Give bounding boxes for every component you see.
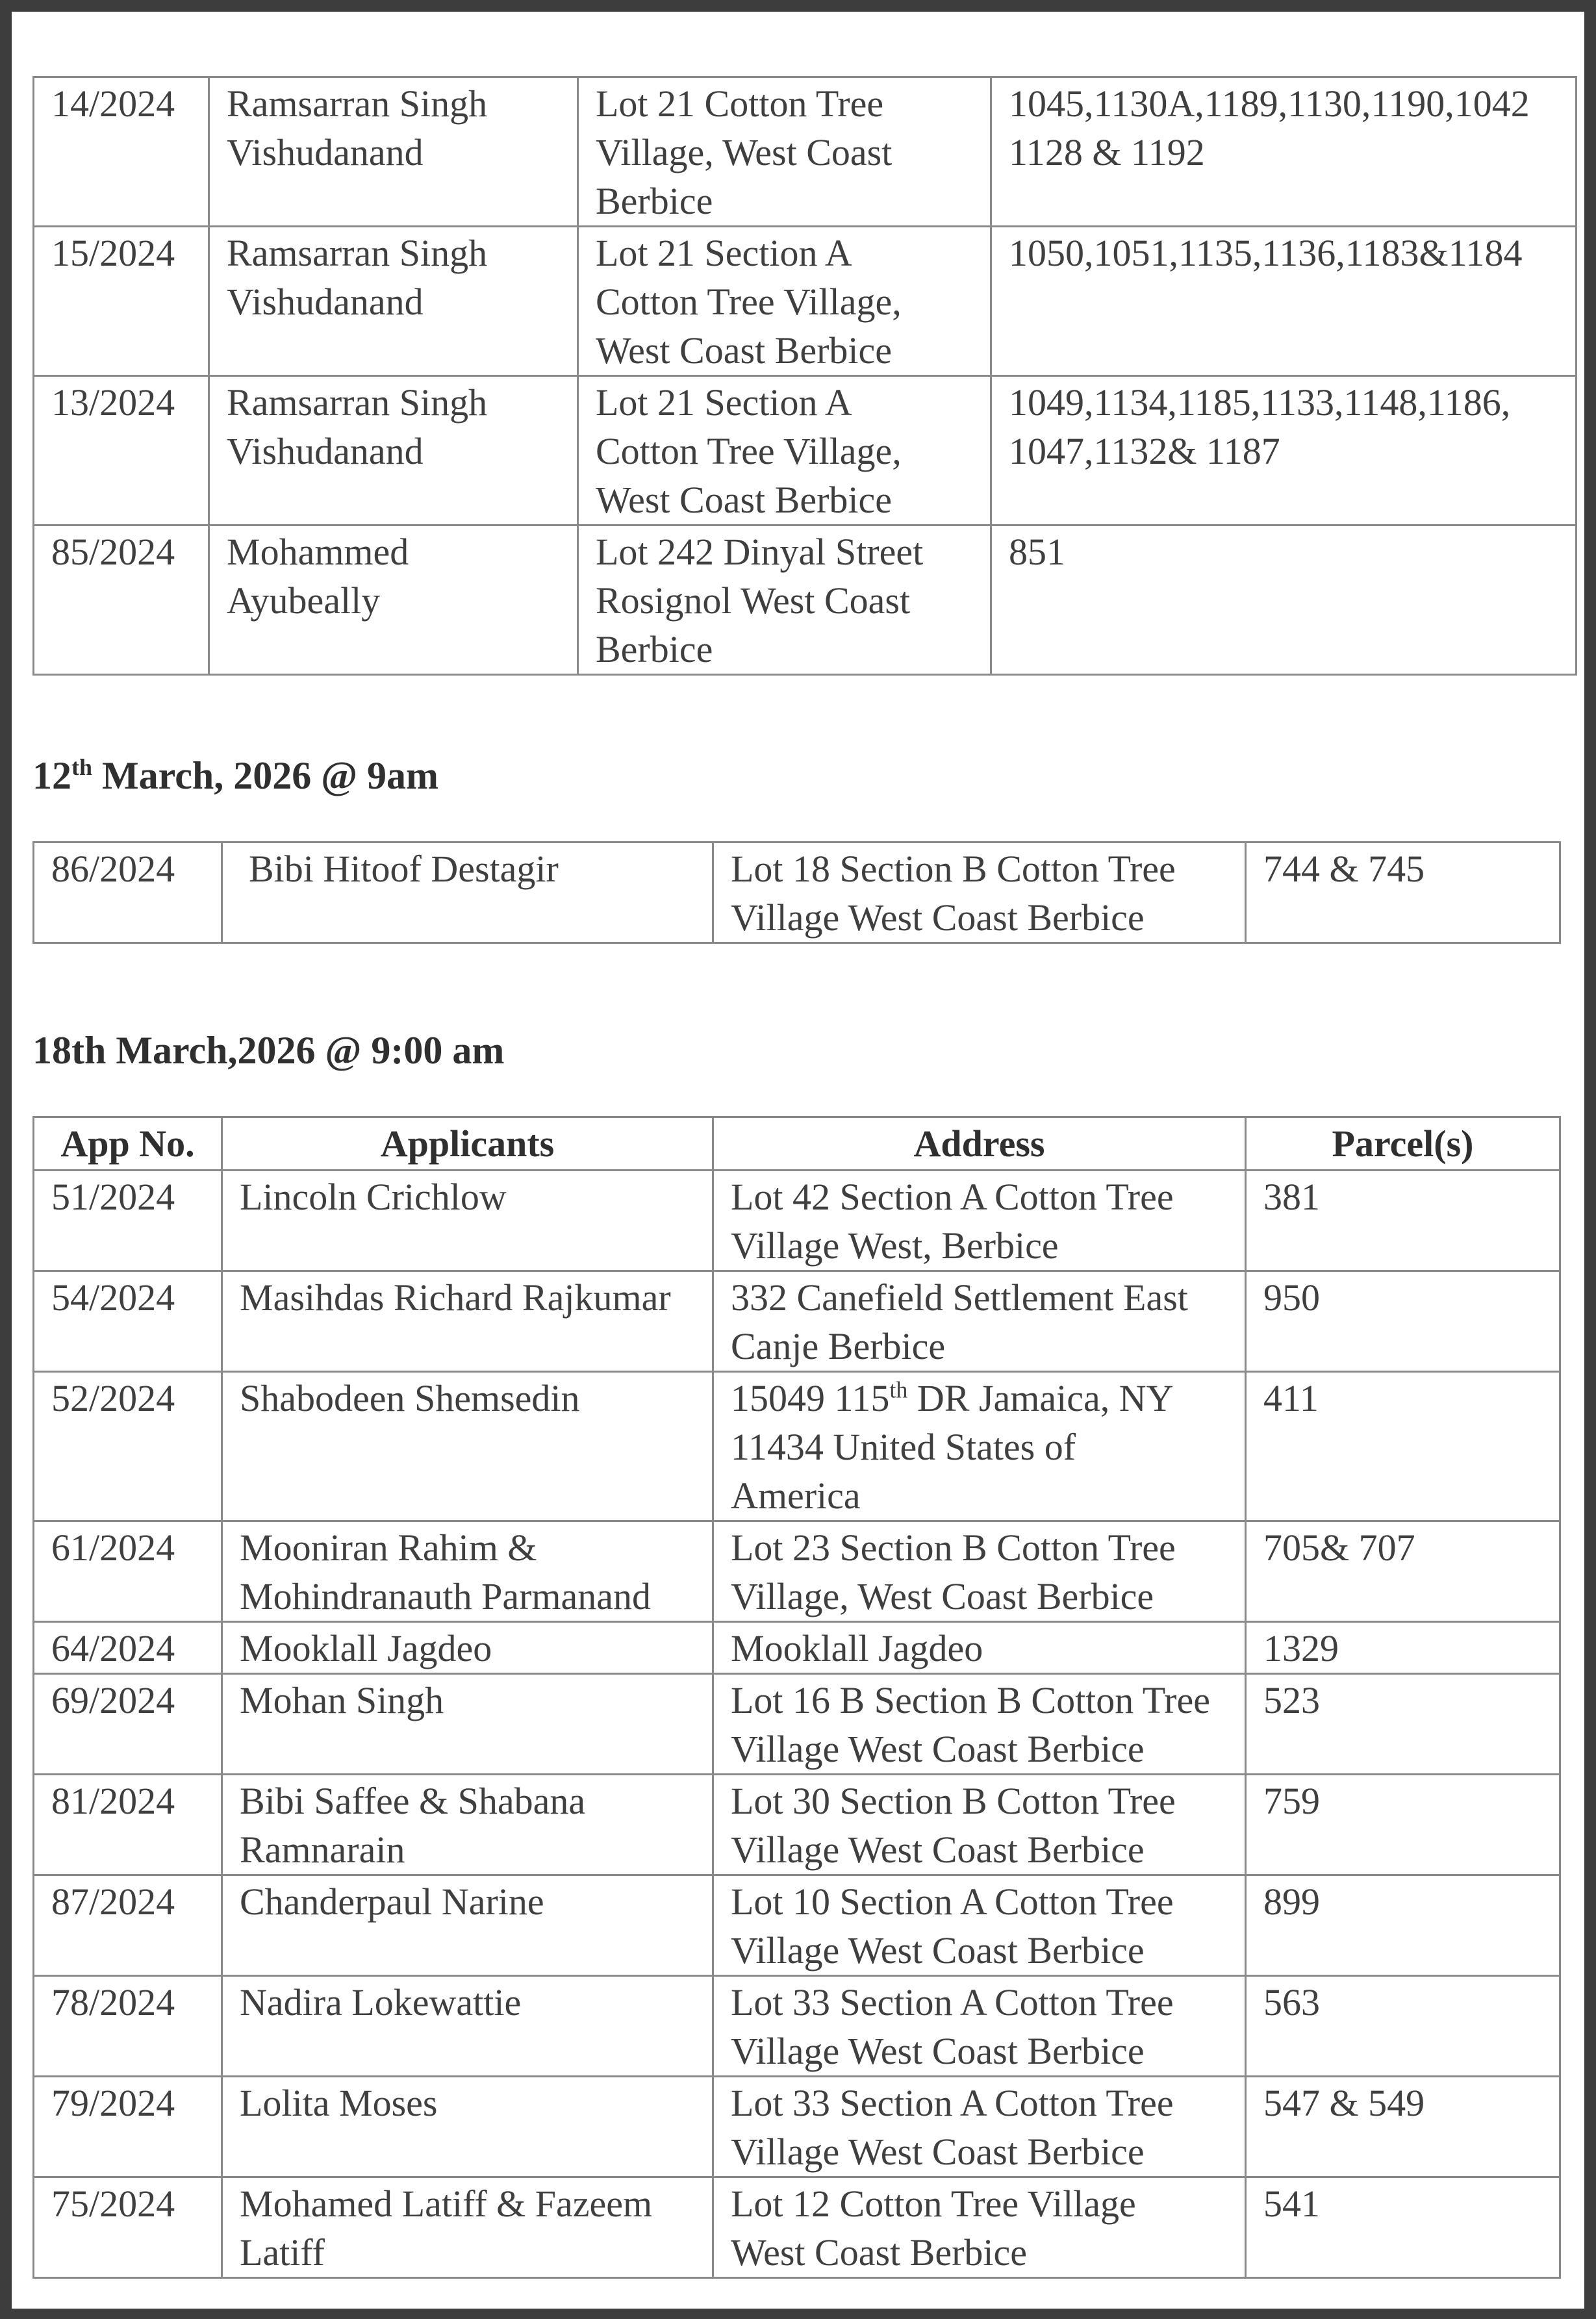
parcels-cell: 563 [1246, 1976, 1560, 2077]
app-number: 14/2024 [34, 77, 209, 227]
hearing-table-continued [32, 76, 1577, 676]
parcels-cell: 523 [1246, 1674, 1560, 1775]
address-cell: Lot 23 Section B Cotton Tree Village, West Coast Berbice [713, 1521, 1246, 1622]
app-number: 79/2024 [34, 2077, 222, 2177]
app-number: 54/2024 [34, 1271, 222, 1372]
parcels-cell: 705& 707 [1246, 1521, 1560, 1622]
app-number: 69/2024 [34, 1674, 222, 1775]
address-cell: Lot 33 Section A Cotton Tree Village West Coast Berbice [713, 1976, 1246, 2077]
parcels-cell: 1045,1130A,1189,1130,1190,1042 1128 & 1192 [991, 77, 1577, 227]
applicants-cell: Shabodeen Shemsedin [222, 1372, 713, 1521]
app-number: 86/2024 [34, 843, 222, 943]
column-header-address: Address [713, 1117, 1246, 1171]
hearing-date-heading: 12th March, 2026 @ 9am [32, 754, 438, 797]
table-row [34, 1521, 1560, 1622]
hearing-date-heading: 18th March,2026 @ 9:00 am [32, 1029, 505, 1072]
address-cell: Lot 10 Section A Cotton Tree Village West Coast Berbice [713, 1875, 1246, 1976]
column-header-parcels: Parcel(s) [1246, 1117, 1560, 1171]
applicants-cell: Ramsarran Singh Vishudanand [209, 227, 578, 376]
table-header-row [34, 1117, 1560, 1171]
address-cell: Lot 242 Dinyal Street Rosignol West Coast Berbice [578, 526, 991, 675]
table-row [34, 1875, 1560, 1976]
applicants-cell: Mohan Singh [222, 1674, 713, 1775]
parcels-cell: 547 & 549 [1246, 2077, 1560, 2177]
applicants-cell: Bibi Saffee & Shabana Ramnarain [222, 1775, 713, 1875]
address-cell: Lot 16 B Section B Cotton Tree Village West Coast Berbice [713, 1674, 1246, 1775]
app-number: 81/2024 [34, 1775, 222, 1875]
applicants-cell: Mooklall Jagdeo [222, 1622, 713, 1674]
address-cell: 15049 115th DR Jamaica, NY 11434 United States of America [713, 1372, 1246, 1521]
table-row [34, 77, 1577, 227]
app-number: 85/2024 [34, 526, 209, 675]
address-cell: Lot 21 Section A Cotton Tree Village, West Coast Berbice [578, 376, 991, 526]
table-row [34, 227, 1577, 376]
parcels-cell: 1329 [1246, 1622, 1560, 1674]
column-header-applicants: Applicants [222, 1117, 713, 1171]
hearing-table-march-12 [32, 841, 1561, 944]
app-number: 13/2024 [34, 376, 209, 526]
table-row [34, 1271, 1560, 1372]
parcels-cell: 1050,1051,1135,1136,1183&1184 [991, 227, 1577, 376]
applicants-cell: Mohamed Latiff & Fazeem Latiff [222, 2177, 713, 2278]
app-number: 75/2024 [34, 2177, 222, 2278]
address-cell: Lot 21 Cotton Tree Village, West Coast Berbice [578, 77, 991, 227]
address-cell: Lot 12 Cotton Tree Village West Coast Berbice [713, 2177, 1246, 2278]
table-row [34, 376, 1577, 526]
parcels-cell: 744 & 745 [1246, 843, 1560, 943]
hearing-table-march-18 [32, 1116, 1561, 2279]
parcels-cell: 411 [1246, 1372, 1560, 1521]
applicants-cell: Mohammed Ayubeally [209, 526, 578, 675]
table-row [34, 1171, 1560, 1271]
table-row [34, 2077, 1560, 2177]
app-number: 15/2024 [34, 227, 209, 376]
parcels-cell: 950 [1246, 1271, 1560, 1372]
applicants-cell: Ramsarran Singh Vishudanand [209, 376, 578, 526]
app-number: 64/2024 [34, 1622, 222, 1674]
table-row [34, 843, 1560, 943]
address-cell: 332 Canefield Settlement East Canje Berbice [713, 1271, 1246, 1372]
address-cell: Mooklall Jagdeo [713, 1622, 1246, 1674]
address-cell: Lot 18 Section B Cotton Tree Village West Coast Berbice [713, 843, 1246, 943]
app-number: 87/2024 [34, 1875, 222, 1976]
parcels-cell: 851 [991, 526, 1577, 675]
table-row [34, 1976, 1560, 2077]
app-number: 52/2024 [34, 1372, 222, 1521]
applicants-cell: Lincoln Crichlow [222, 1171, 713, 1271]
applicants-cell: Masihdas Richard Rajkumar [222, 1271, 713, 1372]
table-row [34, 1674, 1560, 1775]
applicants-cell: Nadira Lokewattie [222, 1976, 713, 2077]
table-row [34, 2177, 1560, 2278]
app-number: 78/2024 [34, 1976, 222, 2077]
app-number: 51/2024 [34, 1171, 222, 1271]
applicants-cell: Ramsarran Singh Vishudanand [209, 77, 578, 227]
parcels-cell: 541 [1246, 2177, 1560, 2278]
app-number: 61/2024 [34, 1521, 222, 1622]
parcels-cell: 899 [1246, 1875, 1560, 1976]
address-cell: Lot 33 Section A Cotton Tree Village West Coast Berbice [713, 2077, 1246, 2177]
applicants-cell: Bibi Hitoof Destagir [222, 843, 713, 943]
parcels-cell: 1049,1134,1185,1133,1148,1186, 1047,1132& 1187 [991, 376, 1577, 526]
column-header-app-no: App No. [34, 1117, 222, 1171]
address-cell: Lot 30 Section B Cotton Tree Village West Coast Berbice [713, 1775, 1246, 1875]
address-cell: Lot 42 Section A Cotton Tree Village West, Berbice [713, 1171, 1246, 1271]
table-row [34, 526, 1577, 675]
applicants-cell: Chanderpaul Narine [222, 1875, 713, 1976]
parcels-cell: 759 [1246, 1775, 1560, 1875]
table-row [34, 1775, 1560, 1875]
table-row [34, 1372, 1560, 1521]
applicants-cell: Mooniran Rahim & Mohindranauth Parmanand [222, 1521, 713, 1622]
address-cell: Lot 21 Section A Cotton Tree Village, West Coast Berbice [578, 227, 991, 376]
parcels-cell: 381 [1246, 1171, 1560, 1271]
table-row [34, 1622, 1560, 1674]
applicants-cell: Lolita Moses [222, 2077, 713, 2177]
